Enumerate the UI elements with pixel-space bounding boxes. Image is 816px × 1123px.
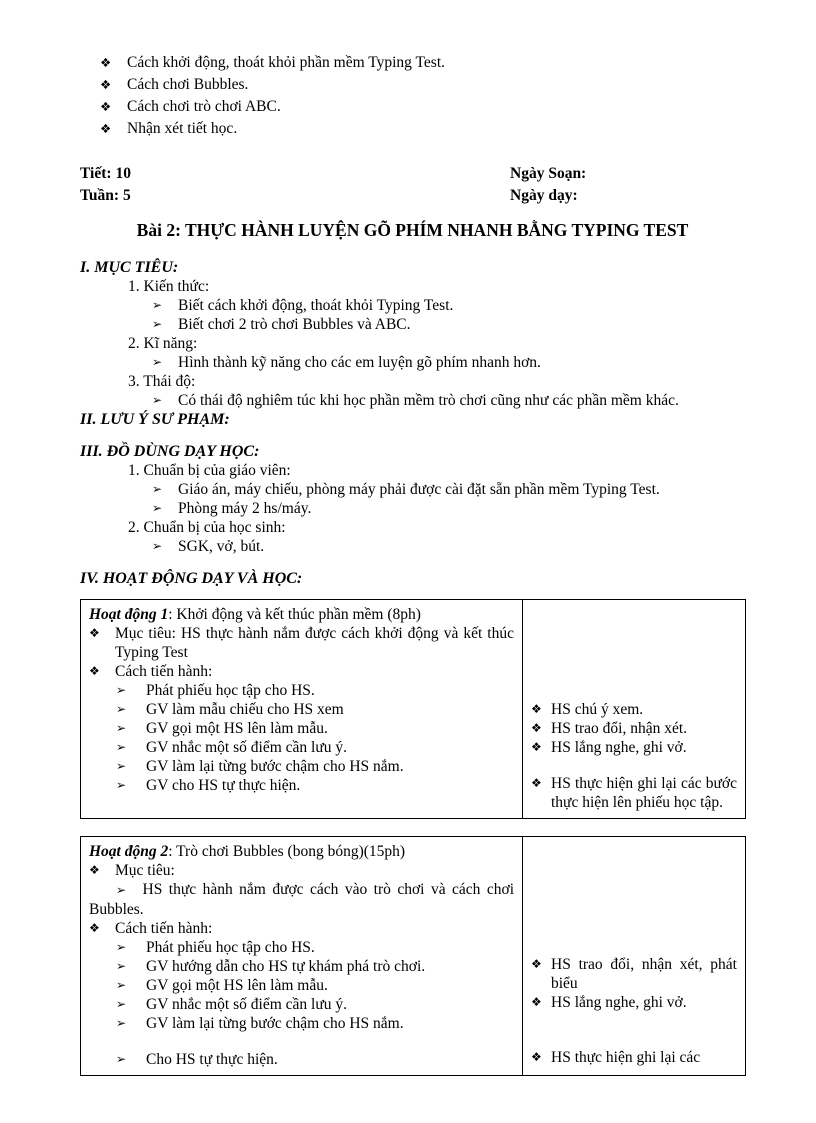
section-heading-do-dung: III. ĐỒ DÙNG DẠY HỌC: (80, 443, 260, 460)
list-item-text: HS thực hiện ghi lại các (551, 1049, 701, 1066)
arrow-bullet-icon (152, 296, 178, 315)
section-heading-hoat-dong: IV. HOẠT ĐỘNG DẠY VÀ HỌC: (80, 570, 303, 587)
list-item-text: Cách tiến hành: (115, 663, 213, 680)
list-item (89, 662, 514, 681)
list-item-text: Mục tiêu: HS thực hành nắm được cách khởi động và kết thúc Typing Test (115, 625, 514, 661)
arrow-bullet-icon (116, 976, 146, 995)
diamond-bullet-icon (531, 774, 551, 812)
arrow-bullet-icon (152, 499, 178, 518)
diamond-bullet-icon (531, 719, 551, 738)
student-activity-list (531, 700, 737, 812)
arrow-bullet-icon (116, 938, 146, 957)
activity-table-2 (80, 836, 746, 1076)
list-item (128, 277, 745, 296)
arrow-bullet-icon (152, 353, 178, 372)
list-item-text: HS lắng nghe, ghi vở. (551, 739, 687, 756)
tiet-label: Tiết: 10 (80, 165, 131, 182)
list-item (152, 537, 745, 556)
list-item (152, 353, 745, 372)
list-item-text: 3. Thái độ: (128, 373, 196, 390)
diamond-bullet-icon (100, 118, 127, 140)
list-item (116, 1050, 514, 1069)
diamond-bullet-icon (531, 738, 551, 757)
list-item (89, 861, 514, 880)
list-item-text: 2. Kĩ năng: (128, 335, 198, 352)
list-item-text: Phát phiếu học tập cho HS. (146, 939, 315, 956)
activity-table-1 (80, 599, 746, 819)
list-item-text: GV làm lại từng bước chậm cho HS nắm. (146, 1015, 404, 1032)
summary-item (100, 118, 745, 140)
section-heading-muc-tieu: I. MỤC TIÊU: (80, 259, 179, 276)
list-item-text: GV nhắc một số điểm cần lưu ý. (146, 996, 347, 1013)
summary-item (100, 52, 745, 74)
list-item (531, 738, 737, 757)
activity-title-rest: : Khởi động và kết thúc phần mềm (8ph) (168, 606, 421, 623)
list-item-text: GV gọi một HS lên làm mẫu. (146, 720, 328, 737)
activity-heading (89, 605, 514, 624)
list-item-text: Biết chơi 2 trò chơi Bubbles và ABC. (178, 316, 411, 333)
list-item (531, 700, 737, 719)
teacher-activity-list (89, 861, 514, 1069)
list-item-text: 1. Chuẩn bị của giáo viên: (128, 462, 291, 479)
diamond-bullet-icon (100, 96, 127, 118)
list-item (116, 719, 514, 738)
list-item-text: Cách tiến hành: (115, 920, 213, 937)
list-item (116, 995, 514, 1014)
list-item (116, 1014, 514, 1033)
teacher-activities-cell (81, 837, 523, 1076)
list-item-text: Giáo án, máy chiếu, phòng máy phải được cài đặt sẵn phần mềm Typing Test. (178, 481, 660, 498)
list-item (116, 681, 514, 700)
arrow-bullet-icon (116, 1014, 146, 1033)
list-item-text: Có thái độ nghiêm túc khi học phần mềm trò chơi cũng như các phần mềm khác. (178, 392, 679, 409)
arrow-bullet-icon (116, 700, 146, 719)
list-item-text: GV làm lại từng bước chậm cho HS nắm. (146, 758, 404, 775)
list-item (116, 957, 514, 976)
summary-item-text: Cách chơi trò chơi ABC. (127, 98, 281, 115)
list-item-text: HS thực hiện ghi lại các bước thực hiện lên phiếu học tập. (551, 775, 737, 811)
list-item-text: 1. Kiến thức: (128, 278, 210, 295)
arrow-bullet-icon (152, 537, 178, 556)
list-item (531, 955, 737, 993)
list-item (152, 296, 745, 315)
list-item-text: HS trao đổi, nhận xét. (551, 720, 688, 737)
list-item (152, 315, 745, 334)
list-item-text: HS trao đổi, nhận xét, phát biểu (551, 956, 737, 992)
arrow-bullet-icon (116, 719, 146, 738)
diamond-bullet-icon (531, 1048, 551, 1067)
list-item (128, 372, 745, 391)
list-item-text: GV cho HS tự thực hiện. (146, 777, 301, 794)
list-item (152, 480, 745, 499)
activity-title-bold: Hoạt động 2 (89, 843, 169, 860)
diamond-bullet-icon (89, 861, 115, 880)
arrow-bullet-icon (152, 315, 178, 334)
diamond-bullet-icon (100, 74, 127, 96)
summary-item-text: Nhận xét tiết học. (127, 120, 238, 137)
diamond-bullet-icon (100, 52, 127, 74)
arrow-bullet-icon (116, 1050, 146, 1069)
list-item (152, 391, 745, 410)
list-item-text: Phòng máy 2 hs/máy. (178, 500, 312, 517)
section-heading-luu-y: II. LƯU Ý SƯ PHẠM: (80, 411, 230, 428)
list-item-text: 2. Chuẩn bị của học sinh: (128, 519, 286, 536)
list-item (116, 776, 514, 795)
summary-item (100, 74, 745, 96)
activity-title-bold: Hoạt động 1 (89, 606, 169, 623)
teacher-activities-cell (81, 600, 523, 819)
list-item (116, 700, 514, 719)
diamond-bullet-icon (531, 700, 551, 719)
meta-left-column (80, 163, 510, 207)
muc-tieu-list (80, 277, 745, 410)
list-item (116, 738, 514, 757)
summary-item (100, 96, 745, 118)
list-item (531, 774, 737, 812)
student-activities-cell (523, 600, 746, 819)
list-item (128, 334, 745, 353)
summary-item-text: Cách khởi động, thoát khỏi phần mềm Typing Test. (127, 54, 446, 71)
list-item (152, 499, 745, 518)
list-item (89, 880, 514, 919)
arrow-bullet-icon (116, 738, 146, 757)
list-item (116, 757, 514, 776)
list-item (128, 518, 745, 537)
diamond-bullet-icon (89, 919, 115, 938)
list-item (89, 624, 514, 662)
activity-heading (89, 842, 514, 861)
arrow-bullet-icon (116, 883, 136, 897)
do-dung-list (80, 461, 745, 556)
list-item-text: GV nhắc một số điểm cần lưu ý. (146, 739, 347, 756)
ngay-day-label: Ngày dạy: (510, 187, 578, 204)
arrow-bullet-icon (116, 681, 146, 700)
list-item (531, 719, 737, 738)
list-item-text: GV làm mẫu chiếu cho HS xem (146, 701, 344, 718)
activity-title-rest: : Trò chơi Bubbles (bong bóng)(15ph) (168, 843, 406, 860)
diamond-bullet-icon (531, 955, 551, 993)
list-item-text: GV hướng dẫn cho HS tự khám phá trò chơi. (146, 958, 426, 975)
ngay-soan-label: Ngày Soạn: (510, 165, 587, 182)
diamond-bullet-icon (89, 662, 115, 681)
arrow-bullet-icon (152, 480, 178, 499)
diamond-bullet-icon (531, 993, 551, 1012)
list-item (116, 938, 514, 957)
list-item-text: HS thực hành nắm được cách vào trò chơi và cách chơi Bubbles. (89, 881, 515, 918)
list-item (89, 919, 514, 938)
diamond-bullet-icon (89, 624, 115, 662)
list-item-text: Hình thành kỹ năng cho các em luyện gõ phím nhanh hơn. (178, 354, 541, 371)
list-item (531, 1048, 737, 1067)
summary-item-text: Cách chơi Bubbles. (127, 76, 249, 93)
list-item-text: Mục tiêu: (115, 862, 175, 879)
list-item-text: Phát phiếu học tập cho HS. (146, 682, 315, 699)
list-item-text: GV gọi một HS lên làm mẫu. (146, 977, 328, 994)
teacher-activity-list (89, 624, 514, 795)
list-item (116, 976, 514, 995)
list-item-text: Biết cách khởi động, thoát khỏi Typing Test. (178, 297, 454, 314)
list-item-text: HS lắng nghe, ghi vở. (551, 994, 687, 1011)
list-item-text: HS chú ý xem. (551, 701, 644, 718)
arrow-bullet-icon (116, 995, 146, 1014)
summary-bullet-list (80, 52, 745, 140)
list-item-text: Cho HS tự thực hiện. (146, 1051, 278, 1068)
student-activities-cell (523, 837, 746, 1076)
lesson-title: Bài 2: THỰC HÀNH LUYỆN GÕ PHÍM NHANH BẰNG TYPING TEST (136, 220, 689, 240)
lesson-meta (80, 163, 745, 207)
arrow-bullet-icon (152, 391, 178, 410)
student-activity-list (531, 955, 737, 1067)
tuan-label: Tuần: 5 (80, 187, 131, 204)
meta-right-column (510, 163, 586, 207)
list-item (128, 461, 745, 480)
arrow-bullet-icon (116, 757, 146, 776)
list-item (531, 993, 737, 1012)
arrow-bullet-icon (116, 776, 146, 795)
arrow-bullet-icon (116, 957, 146, 976)
list-item-text: SGK, vở, bút. (178, 538, 265, 555)
